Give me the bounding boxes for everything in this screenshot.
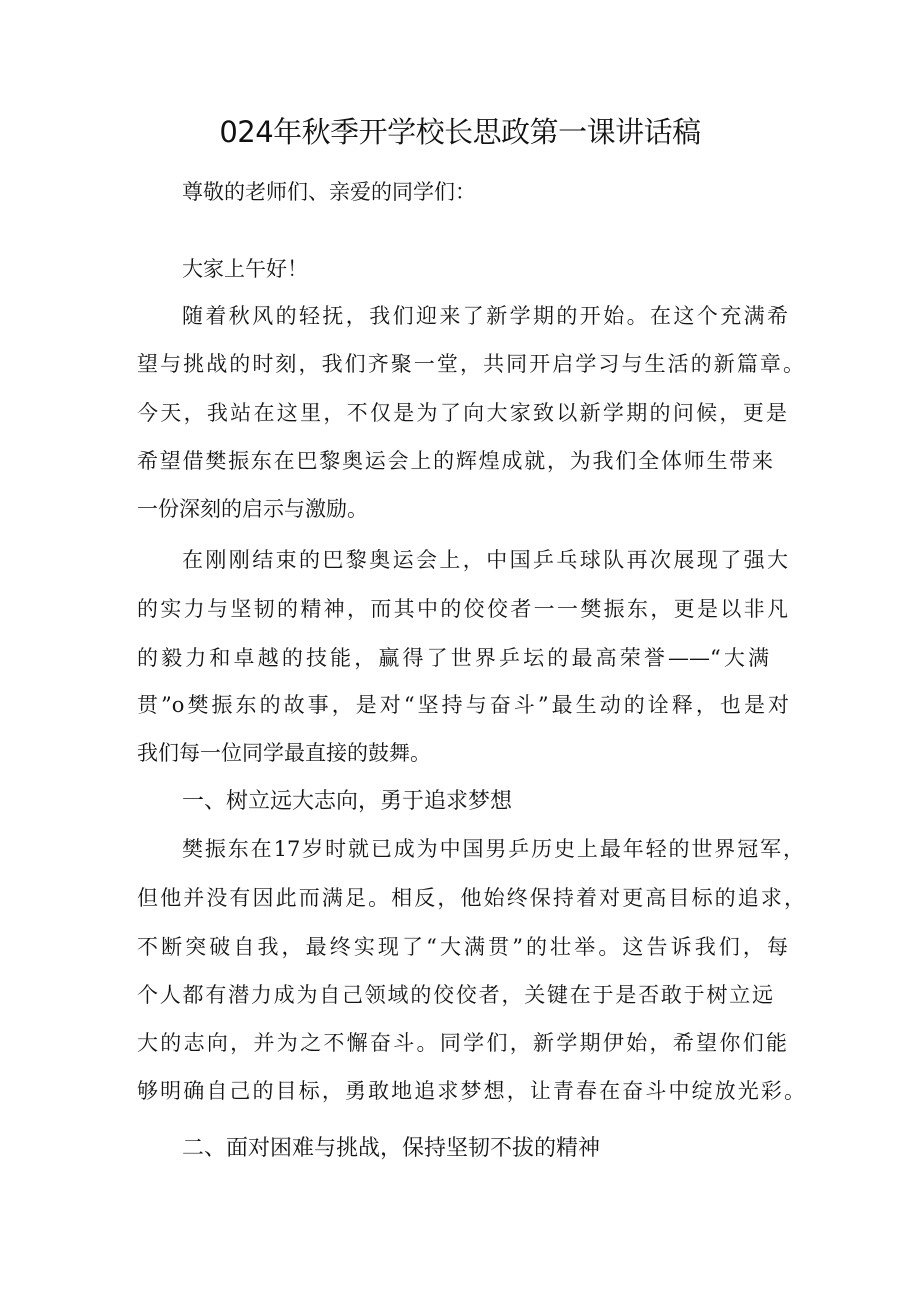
paragraph-2-line: 贯”o樊振东的故事，是对“坚持与奋斗”最生动的诠释，也是对 (137, 693, 789, 717)
paragraph-3-line: 个人都有潜力成为自己领域的佼佼者，关键在于是否敢于树立远 (137, 983, 773, 1007)
greeting: 尊敬的老师们、亲爱的同学们： (182, 180, 476, 204)
paragraph-1-line: 一份深刻的启示与激励。 (137, 497, 368, 521)
section-heading-1: 一、树立远大志向，勇于追求梦想 (182, 789, 513, 814)
paragraph-3-line: 但他并没有因此而满足。相反，他始终保持着对更高目标的追求， (137, 886, 805, 910)
paragraph-1-line: 希望借樊振东在巴黎奥运会上的辉煌成就，为我们全体师生带来 (137, 449, 773, 473)
paragraph-3-line: 够明确自己的目标，勇敢地追求梦想，让青春在奋斗中绽放光彩。 (137, 1079, 805, 1103)
paragraph-1-line: 望与挑战的时刻，我们齐聚一堂，共同开启学习与生活的新篇章。 (137, 352, 804, 376)
paragraph-2-line: 的实力与坚韧的精神，而其中的佼佼者一一樊振东，更是以非凡 (137, 597, 788, 621)
paragraph-2-line: 我们每一位同学最直接的鼓舞。 (137, 741, 431, 765)
paragraph-2-line: 的毅力和卓越的技能，赢得了世界乒坛的最高荣誉——“大满 (137, 646, 769, 670)
paragraph-1-line: 随着秋风的轻抚，我们迎来了新学期的开始。在这个充满希 (182, 304, 788, 328)
document-title: 024年秋季开学校长思政第一课讲话稿 (219, 115, 701, 149)
paragraph-3-line: 樊振东在17岁时就已成为中国男乒历史上最年轻的世界冠军， (182, 837, 804, 861)
salutation: 大家上午好！ (182, 257, 308, 281)
paragraph-3-line: 大的志向，并为之不懈奋斗。同学们，新学期伊始，希望你们能 (137, 1031, 787, 1055)
paragraph-1-line: 今天，我站在这里，不仅是为了向大家致以新学期的问候，更是 (137, 401, 787, 425)
paragraph-2-line: 在刚刚结束的巴黎奥运会上，中国乒乓球队再次展现了强大 (182, 548, 788, 572)
section-heading-2: 二、面对困难与挑战，保持坚韧不拔的精神 (182, 1136, 601, 1161)
paragraph-3-line: 不断突破自我，最终实现了“大满贯”的壮举。这告诉我们，每 (137, 935, 788, 959)
